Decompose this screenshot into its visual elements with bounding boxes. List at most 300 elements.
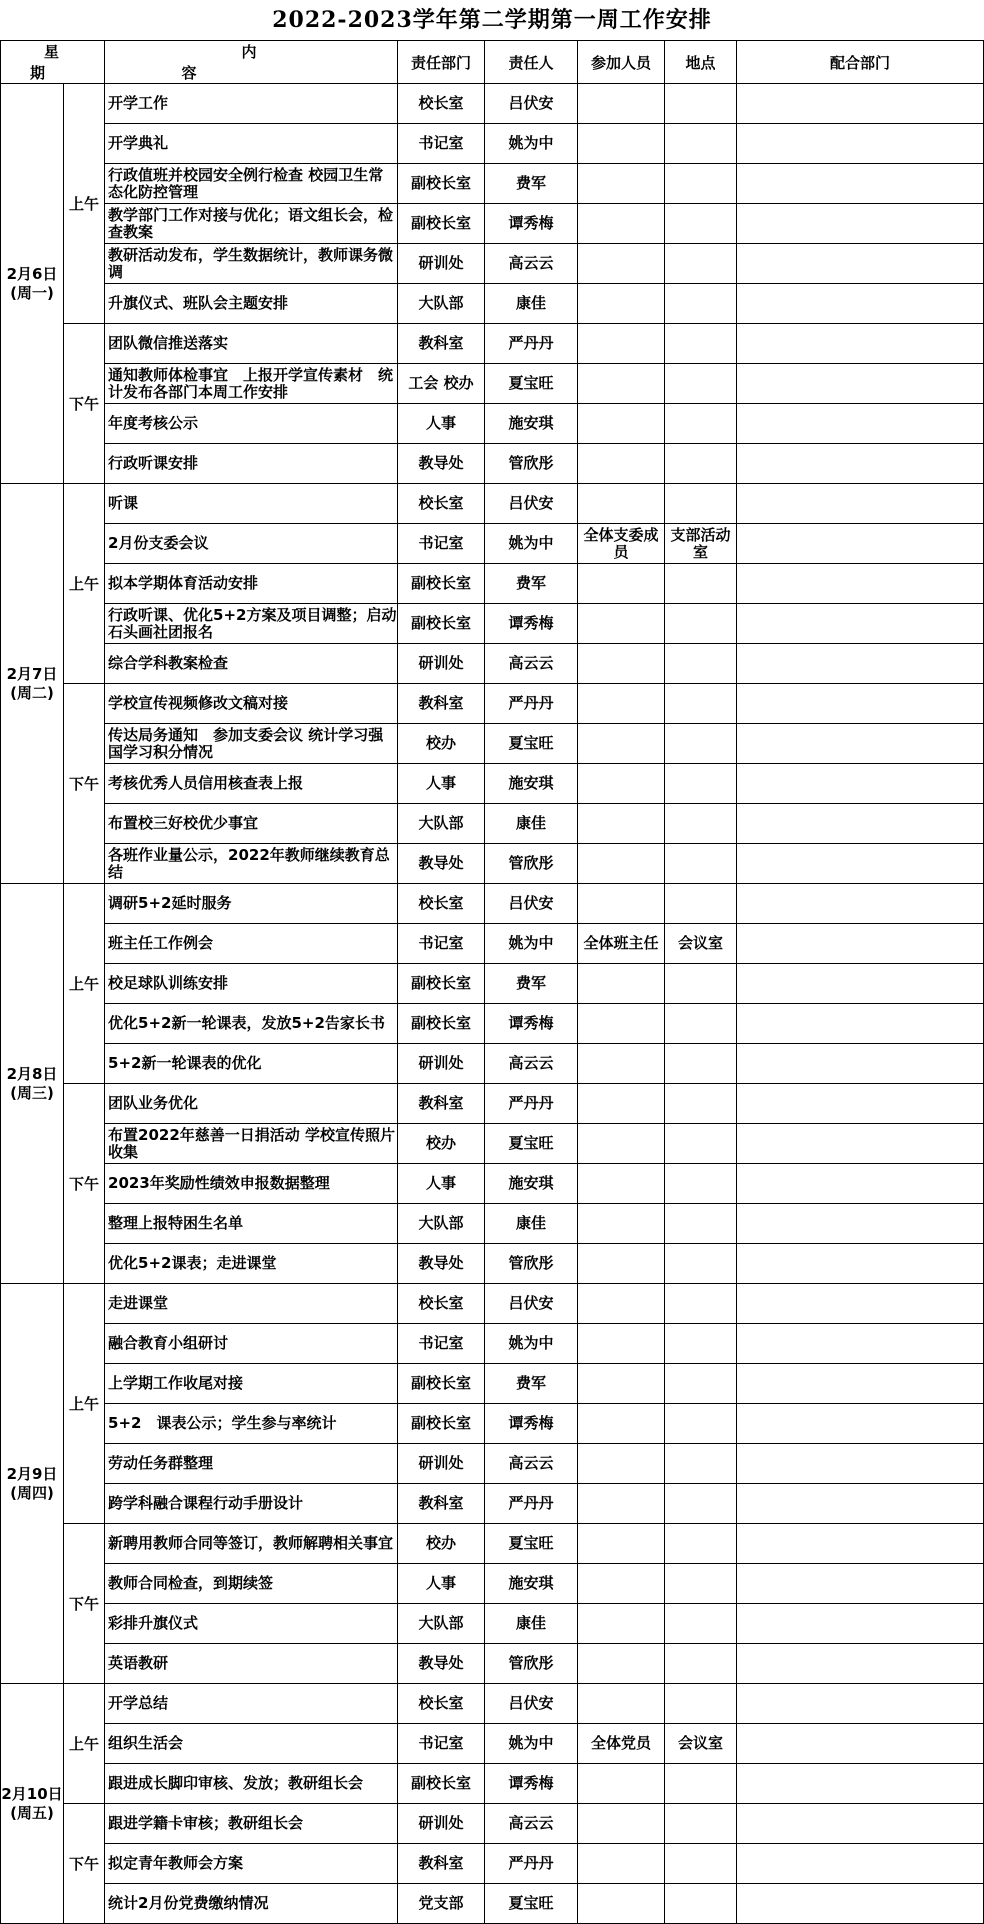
cooperating-dept	[737, 124, 984, 164]
location	[665, 284, 737, 324]
location	[665, 1364, 737, 1404]
participants	[578, 564, 665, 604]
responsible-dept: 校办	[398, 724, 485, 764]
header-location: 地点	[665, 41, 737, 84]
cooperating-dept	[737, 844, 984, 884]
participants	[578, 1284, 665, 1324]
responsible-person: 管欣彤	[485, 1644, 578, 1684]
task-content: 传达局务通知 参加支委会议 统计学习强国学习积分情况	[105, 724, 398, 764]
participants	[578, 404, 665, 444]
responsible-dept: 副校长室	[398, 1364, 485, 1404]
location	[665, 1164, 737, 1204]
responsible-dept: 书记室	[398, 1324, 485, 1364]
cooperating-dept	[737, 204, 984, 244]
responsible-person: 姚为中	[485, 524, 578, 564]
participants	[578, 244, 665, 284]
location	[665, 444, 737, 484]
responsible-dept: 副校长室	[398, 1764, 485, 1804]
table-row	[1, 1844, 984, 1884]
session-label: 下午	[64, 1804, 105, 1924]
responsible-dept: 副校长室	[398, 564, 485, 604]
cooperating-dept	[737, 1004, 984, 1044]
location	[665, 1844, 737, 1884]
location	[665, 1244, 737, 1284]
location	[665, 1484, 737, 1524]
task-content: 开学工作	[105, 84, 398, 124]
responsible-dept: 教科室	[398, 1844, 485, 1884]
location	[665, 1564, 737, 1604]
schedule-table	[0, 40, 984, 1924]
task-content: 布置校三好校优少事宜	[105, 804, 398, 844]
responsible-person: 康佳	[485, 804, 578, 844]
cooperating-dept	[737, 1604, 984, 1644]
cooperating-dept	[737, 1644, 984, 1684]
day-weekday: (周四)	[10, 1483, 54, 1502]
task-content: 优化5+2课表；走进课堂	[105, 1244, 398, 1284]
responsible-dept: 研训处	[398, 244, 485, 284]
table-row	[1, 1164, 984, 1204]
header-week: 星期	[1, 41, 105, 84]
responsible-dept: 校办	[398, 1524, 485, 1564]
responsible-dept: 校长室	[398, 484, 485, 524]
cooperating-dept	[737, 1844, 984, 1884]
task-content: 新聘用教师合同等签订，教师解聘相关事宜	[105, 1524, 398, 1564]
cooperating-dept	[737, 1764, 984, 1804]
task-content: 综合学科教案检查	[105, 644, 398, 684]
participants	[578, 1364, 665, 1404]
responsible-person: 吕伏安	[485, 1684, 578, 1724]
cooperating-dept	[737, 564, 984, 604]
cooperating-dept	[737, 324, 984, 364]
table-row	[1, 1404, 984, 1444]
task-content: 教研活动发布，学生数据统计，教师课务微调	[105, 244, 398, 284]
table-row	[1, 1204, 984, 1244]
table-row	[1, 1124, 984, 1164]
responsible-dept: 教导处	[398, 1244, 485, 1284]
location	[665, 1764, 737, 1804]
responsible-person: 费军	[485, 1364, 578, 1404]
participants: 全体党员	[578, 1724, 665, 1764]
responsible-dept: 教导处	[398, 444, 485, 484]
task-content: 升旗仪式、班队会主题安排	[105, 284, 398, 324]
participants	[578, 1764, 665, 1804]
cooperating-dept	[737, 804, 984, 844]
header-content: 内容	[105, 41, 398, 84]
responsible-person: 高云云	[485, 644, 578, 684]
location: 支部活动室	[665, 524, 737, 564]
participants	[578, 804, 665, 844]
participants	[578, 1124, 665, 1164]
responsible-dept: 书记室	[398, 924, 485, 964]
task-content: 行政听课安排	[105, 444, 398, 484]
location	[665, 244, 737, 284]
session-label: 下午	[64, 684, 105, 884]
table-row	[1, 1484, 984, 1524]
table-row	[1, 1364, 984, 1404]
location	[665, 564, 737, 604]
session-label: 上午	[64, 84, 105, 324]
responsible-person: 夏宝旺	[485, 1524, 578, 1564]
participants	[578, 1604, 665, 1644]
cooperating-dept	[737, 244, 984, 284]
responsible-person: 谭秀梅	[485, 604, 578, 644]
participants	[578, 1524, 665, 1564]
cooperating-dept	[737, 1284, 984, 1324]
task-content: 通知教师体检事宜 上报开学宣传素材 统计发布各部门本周工作安排	[105, 364, 398, 404]
table-row	[1, 844, 984, 884]
participants	[578, 1324, 665, 1364]
session-label: 上午	[64, 1284, 105, 1524]
task-content: 统计2月份党费缴纳情况	[105, 1884, 398, 1924]
table-row	[1, 964, 984, 1004]
day-weekday: (周三)	[10, 1083, 54, 1102]
responsible-dept: 工会 校办	[398, 364, 485, 404]
task-content: 跨学科融合课程行动手册设计	[105, 1484, 398, 1524]
cooperating-dept	[737, 444, 984, 484]
cooperating-dept	[737, 684, 984, 724]
cooperating-dept	[737, 884, 984, 924]
location	[665, 1684, 737, 1724]
cooperating-dept	[737, 964, 984, 1004]
day-date: 2月10日	[1, 1784, 63, 1803]
location	[665, 1804, 737, 1844]
cooperating-dept	[737, 1884, 984, 1924]
task-content: 年度考核公示	[105, 404, 398, 444]
participants: 全体支委成员	[578, 524, 665, 564]
participants	[578, 764, 665, 804]
participants	[578, 1444, 665, 1484]
task-content: 调研5+2延时服务	[105, 884, 398, 924]
table-row	[1, 84, 984, 124]
task-content: 拟定青年教师会方案	[105, 1844, 398, 1884]
location	[665, 164, 737, 204]
cooperating-dept	[737, 1324, 984, 1364]
location	[665, 804, 737, 844]
task-content: 5+2 课表公示；学生参与率统计	[105, 1404, 398, 1444]
responsible-dept: 书记室	[398, 524, 485, 564]
responsible-person: 高云云	[485, 1444, 578, 1484]
table-row	[1, 1564, 984, 1604]
responsible-person: 吕伏安	[485, 884, 578, 924]
task-content: 跟进成长脚印审核、发放；教研组长会	[105, 1764, 398, 1804]
cooperating-dept	[737, 1804, 984, 1844]
location	[665, 204, 737, 244]
cooperating-dept	[737, 724, 984, 764]
location	[665, 684, 737, 724]
task-content: 团队业务优化	[105, 1084, 398, 1124]
header-participants: 参加人员	[578, 41, 665, 84]
task-content: 走进课堂	[105, 1284, 398, 1324]
cooperating-dept	[737, 1404, 984, 1444]
cooperating-dept	[737, 924, 984, 964]
responsible-person: 高云云	[485, 1804, 578, 1844]
location	[665, 724, 737, 764]
session-label: 下午	[64, 1084, 105, 1284]
task-content: 2023年奖励性绩效申报数据整理	[105, 1164, 398, 1204]
participants	[578, 1804, 665, 1844]
responsible-person: 严丹丹	[485, 684, 578, 724]
responsible-dept: 校长室	[398, 84, 485, 124]
responsible-dept: 书记室	[398, 124, 485, 164]
location	[665, 484, 737, 524]
cooperating-dept	[737, 1164, 984, 1204]
responsible-dept: 校长室	[398, 1684, 485, 1724]
responsible-person: 夏宝旺	[485, 1124, 578, 1164]
cooperating-dept	[737, 1044, 984, 1084]
responsible-person: 严丹丹	[485, 1484, 578, 1524]
responsible-person: 施安琪	[485, 1164, 578, 1204]
responsible-person: 严丹丹	[485, 1084, 578, 1124]
location	[665, 604, 737, 644]
location	[665, 964, 737, 1004]
table-row	[1, 1244, 984, 1284]
responsible-dept: 副校长室	[398, 604, 485, 644]
participants	[578, 604, 665, 644]
responsible-person: 康佳	[485, 1604, 578, 1644]
table-row	[1, 284, 984, 324]
responsible-person: 严丹丹	[485, 1844, 578, 1884]
table-row	[1, 644, 984, 684]
task-content: 5+2新一轮课表的优化	[105, 1044, 398, 1084]
task-content: 考核优秀人员信用核查表上报	[105, 764, 398, 804]
task-content: 班主任工作例会	[105, 924, 398, 964]
page-title: 2022-2023学年第二学期第一周工作安排	[272, 7, 712, 33]
session-label: 下午	[64, 324, 105, 484]
table-row	[1, 1324, 984, 1364]
responsible-dept: 教科室	[398, 1084, 485, 1124]
location	[665, 1604, 737, 1644]
responsible-dept: 人事	[398, 764, 485, 804]
participants	[578, 324, 665, 364]
cooperating-dept	[737, 1124, 984, 1164]
responsible-person: 谭秀梅	[485, 204, 578, 244]
responsible-person: 吕伏安	[485, 484, 578, 524]
responsible-dept: 人事	[398, 404, 485, 444]
location: 会议室	[665, 1724, 737, 1764]
location	[665, 1084, 737, 1124]
table-row	[1, 1684, 984, 1724]
table-row	[1, 604, 984, 644]
participants	[578, 1484, 665, 1524]
cooperating-dept	[737, 1724, 984, 1764]
table-row	[1, 1804, 984, 1844]
responsible-person: 施安琪	[485, 764, 578, 804]
location	[665, 1204, 737, 1244]
participants	[578, 1204, 665, 1244]
header-dept: 责任部门	[398, 41, 485, 84]
responsible-dept: 大队部	[398, 284, 485, 324]
table-row	[1, 884, 984, 924]
responsible-dept: 党支部	[398, 1884, 485, 1924]
participants	[578, 884, 665, 924]
responsible-dept: 校长室	[398, 1284, 485, 1324]
location	[665, 884, 737, 924]
responsible-dept: 大队部	[398, 1604, 485, 1644]
location	[665, 124, 737, 164]
responsible-dept: 人事	[398, 1564, 485, 1604]
day-weekday: (周二)	[10, 683, 54, 702]
responsible-dept: 副校长室	[398, 164, 485, 204]
location	[665, 84, 737, 124]
responsible-person: 管欣彤	[485, 1244, 578, 1284]
responsible-dept: 大队部	[398, 1204, 485, 1244]
day-weekday: (周一)	[10, 283, 54, 302]
responsible-person: 康佳	[485, 284, 578, 324]
task-content: 2月份支委会议	[105, 524, 398, 564]
task-content: 组织生活会	[105, 1724, 398, 1764]
cooperating-dept	[737, 484, 984, 524]
participants	[578, 364, 665, 404]
cooperating-dept	[737, 84, 984, 124]
task-content: 开学典礼	[105, 124, 398, 164]
session-label: 上午	[64, 484, 105, 684]
table-row	[1, 1604, 984, 1644]
responsible-dept: 研训处	[398, 1044, 485, 1084]
day-cell	[1, 1684, 64, 1924]
table-row	[1, 1524, 984, 1564]
table-row	[1, 1644, 984, 1684]
table-row	[1, 1884, 984, 1924]
responsible-dept: 教科室	[398, 324, 485, 364]
location	[665, 1284, 737, 1324]
task-content: 听课	[105, 484, 398, 524]
participants	[578, 844, 665, 884]
session-label: 上午	[64, 884, 105, 1084]
task-content: 开学总结	[105, 1684, 398, 1724]
location	[665, 1644, 737, 1684]
location	[665, 644, 737, 684]
responsible-person: 康佳	[485, 1204, 578, 1244]
responsible-person: 夏宝旺	[485, 724, 578, 764]
participants	[578, 124, 665, 164]
location	[665, 844, 737, 884]
responsible-dept: 教导处	[398, 844, 485, 884]
responsible-dept: 研训处	[398, 644, 485, 684]
participants	[578, 1564, 665, 1604]
task-content: 学校宣传视频修改文稿对接	[105, 684, 398, 724]
table-row	[1, 1284, 984, 1324]
location	[665, 1004, 737, 1044]
location	[665, 324, 737, 364]
day-date: 2月9日	[6, 1464, 58, 1483]
day-cell	[1, 84, 64, 484]
table-row	[1, 244, 984, 284]
table-row	[1, 444, 984, 484]
responsible-person: 费军	[485, 564, 578, 604]
day-date: 2月6日	[6, 264, 58, 283]
task-content: 优化5+2新一轮课表，发放5+2告家长书	[105, 1004, 398, 1044]
cooperating-dept	[737, 604, 984, 644]
responsible-person: 严丹丹	[485, 324, 578, 364]
table-row	[1, 164, 984, 204]
table-row	[1, 764, 984, 804]
task-content: 行政值班并校园安全例行检查 校园卫生常态化防控管理	[105, 164, 398, 204]
participants	[578, 1884, 665, 1924]
cooperating-dept	[737, 1204, 984, 1244]
location	[665, 1884, 737, 1924]
table-row	[1, 1764, 984, 1804]
responsible-person: 吕伏安	[485, 1284, 578, 1324]
responsible-dept: 大队部	[398, 804, 485, 844]
participants	[578, 644, 665, 684]
participants	[578, 164, 665, 204]
table-row	[1, 124, 984, 164]
task-content: 校足球队训练安排	[105, 964, 398, 1004]
participants	[578, 1404, 665, 1444]
location	[665, 1044, 737, 1084]
table-row	[1, 1724, 984, 1764]
table-row	[1, 564, 984, 604]
responsible-dept: 副校长室	[398, 1404, 485, 1444]
task-content: 跟进学籍卡审核；教研组长会	[105, 1804, 398, 1844]
responsible-person: 姚为中	[485, 1724, 578, 1764]
cooperating-dept	[737, 364, 984, 404]
responsible-person: 姚为中	[485, 124, 578, 164]
task-content: 整理上报特困生名单	[105, 1204, 398, 1244]
day-cell	[1, 484, 64, 884]
responsible-dept: 校长室	[398, 884, 485, 924]
responsible-person: 管欣彤	[485, 444, 578, 484]
day-weekday: (周五)	[10, 1803, 54, 1822]
participants: 全体班主任	[578, 924, 665, 964]
participants	[578, 1684, 665, 1724]
day-cell	[1, 1284, 64, 1684]
table-row	[1, 364, 984, 404]
participants	[578, 444, 665, 484]
task-content: 融合教育小组研讨	[105, 1324, 398, 1364]
responsible-dept: 教导处	[398, 1644, 485, 1684]
header-coop: 配合部门	[737, 41, 984, 84]
cooperating-dept	[737, 1084, 984, 1124]
participants	[578, 1044, 665, 1084]
cooperating-dept	[737, 524, 984, 564]
location	[665, 404, 737, 444]
cooperating-dept	[737, 164, 984, 204]
header-person: 责任人	[485, 41, 578, 84]
cooperating-dept	[737, 284, 984, 324]
task-content: 教师合同检查，到期续签	[105, 1564, 398, 1604]
cooperating-dept	[737, 1524, 984, 1564]
table-row	[1, 1004, 984, 1044]
task-content: 劳动任务群整理	[105, 1444, 398, 1484]
responsible-dept: 副校长室	[398, 964, 485, 1004]
cooperating-dept	[737, 1244, 984, 1284]
session-label: 上午	[64, 1684, 105, 1804]
cooperating-dept	[737, 404, 984, 444]
responsible-person: 姚为中	[485, 1324, 578, 1364]
location	[665, 1124, 737, 1164]
participants	[578, 964, 665, 1004]
participants	[578, 1004, 665, 1044]
task-content: 布置2022年慈善一日捐活动 学校宣传照片收集	[105, 1124, 398, 1164]
session-label: 下午	[64, 1524, 105, 1684]
responsible-dept: 校办	[398, 1124, 485, 1164]
responsible-person: 施安琪	[485, 404, 578, 444]
participants	[578, 684, 665, 724]
location	[665, 764, 737, 804]
responsible-dept: 副校长室	[398, 1004, 485, 1044]
responsible-person: 费军	[485, 964, 578, 1004]
task-content: 各班作业量公示，2022年教师继续教育总结	[105, 844, 398, 884]
responsible-person: 施安琪	[485, 1564, 578, 1604]
table-row	[1, 804, 984, 844]
participants	[578, 724, 665, 764]
participants	[578, 1844, 665, 1884]
location	[665, 1444, 737, 1484]
day-cell	[1, 884, 64, 1284]
table-row	[1, 204, 984, 244]
responsible-person: 谭秀梅	[485, 1004, 578, 1044]
